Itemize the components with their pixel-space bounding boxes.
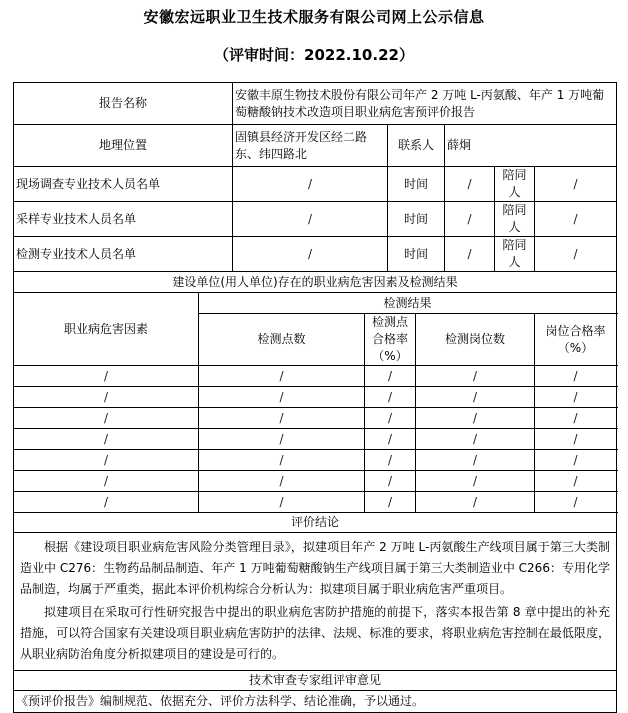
col-test-points: 检测点数 [199,314,365,366]
review-text: 《预评价报告》编制规范、依据充分、评价方法科学、结论准确，予以通过。 [14,691,617,713]
staff-names: / [233,202,388,237]
staff-label: 采样专业技术人员名单 [14,202,233,237]
factor-header: 职业病危害因素 [14,293,199,366]
table-row [14,429,617,450]
companion-label: 陪同人 [495,237,535,272]
disclosure-table [13,82,617,713]
cell: / [535,408,617,429]
review-title: 技术审查专家组评审意见 [14,671,617,691]
cell: / [199,387,365,408]
staff-row-survey [14,167,617,202]
cell: / [416,492,535,513]
cell: / [416,366,535,387]
table-row [14,366,617,387]
cell: / [14,408,199,429]
table-row [14,450,617,471]
cell: / [14,429,199,450]
cell: / [199,492,365,513]
time-label: 时间 [388,202,445,237]
location-label: 地理位置 [14,125,233,167]
cell: / [199,429,365,450]
cell: / [365,492,416,513]
cell: / [365,471,416,492]
review-time: （评审时间：2022.10.22） [214,46,414,64]
staff-label: 检测专业技术人员名单 [14,237,233,272]
cell: / [14,387,199,408]
companion-value: / [535,202,617,237]
report-name-value: 安徽丰原生物技术股份有限公司年产 2 万吨 L-丙氨酸、年产 1 万吨葡萄糖酸钠技术改造项目职业病危害预评价报告 [233,83,617,125]
contact-label: 联系人 [388,125,445,167]
cell: / [416,387,535,408]
table-row [14,408,617,429]
cell: / [535,366,617,387]
cell: / [535,429,617,450]
report-name-label: 报告名称 [14,83,233,125]
conclusion-title: 评价结论 [14,513,617,533]
cell: / [14,471,199,492]
cell: / [14,450,199,471]
conclusion-paragraph-2: 拟建项目在采取可行性研究报告中提出的职业病危害防护措施的前提下，落实本报告第 8 章中提出的补充措施，可以符合国家有关建设项目职业病危害防护的法律、法规、标准的要求，将职业病危害控制在最低限度，从职业病防治角度分析拟建项目的建设是可行的。 [20,605,611,661]
cell: / [365,387,416,408]
cell: / [199,408,365,429]
cell: / [199,366,365,387]
staff-row-testing [14,237,617,272]
result-header: 检测结果 [199,293,617,314]
document-title: 安徽宏远职业卫生技术服务有限公司网上公示信息 [143,8,485,26]
companion-label: 陪同人 [495,202,535,237]
staff-names: / [233,167,388,202]
cell: / [535,387,617,408]
staff-names: / [233,237,388,272]
cell: / [535,471,617,492]
cell: / [365,408,416,429]
companion-label: 陪同人 [495,167,535,202]
cell: / [199,450,365,471]
table-row [14,492,617,513]
cell: / [199,471,365,492]
cell: / [416,471,535,492]
cell: / [365,450,416,471]
time-label: 时间 [388,167,445,202]
time-value: / [445,202,495,237]
col-test-posts: 检测岗位数 [416,314,535,366]
contact-value: 薛炯 [445,125,617,167]
staff-row-sampling [14,202,617,237]
cell: / [14,366,199,387]
location-value: 固镇县经济开发区经二路东、纬四路北 [233,125,388,167]
cell: / [535,450,617,471]
table-row [14,387,617,408]
time-label: 时间 [388,237,445,272]
cell: / [416,429,535,450]
cell: / [14,492,199,513]
staff-label: 现场调查专业技术人员名单 [14,167,233,202]
time-value: / [445,237,495,272]
conclusion-paragraph-1: 根据《建设项目职业病危害风险分类管理目录》，拟建项目年产 2 万吨 L-丙氨酸生产线项目属于第三大类制造业中 C276：生物药品制品制造、年产 1 万吨葡萄糖酸钠生产线项目属于第三大类制造业中 C266：专用化学品制造，均属于严重类，据此本评价机构综合分析认为：拟建项目属于职业病危害严重项目。 [20,540,611,596]
cell: / [416,408,535,429]
cell: / [365,429,416,450]
companion-value: / [535,167,617,202]
cell: / [535,492,617,513]
time-value: / [445,167,495,202]
col-post-pass-rate: 岗位合格率（%） [535,314,617,366]
conclusion-body [14,533,617,671]
cell: / [416,450,535,471]
hazard-section-title: 建设单位(用人单位)存在的职业病危害因素及检测结果 [14,272,617,293]
table-row [14,471,617,492]
companion-value: / [535,237,617,272]
cell: / [365,366,416,387]
col-point-pass-rate: 检测点合格率（%） [365,314,416,366]
